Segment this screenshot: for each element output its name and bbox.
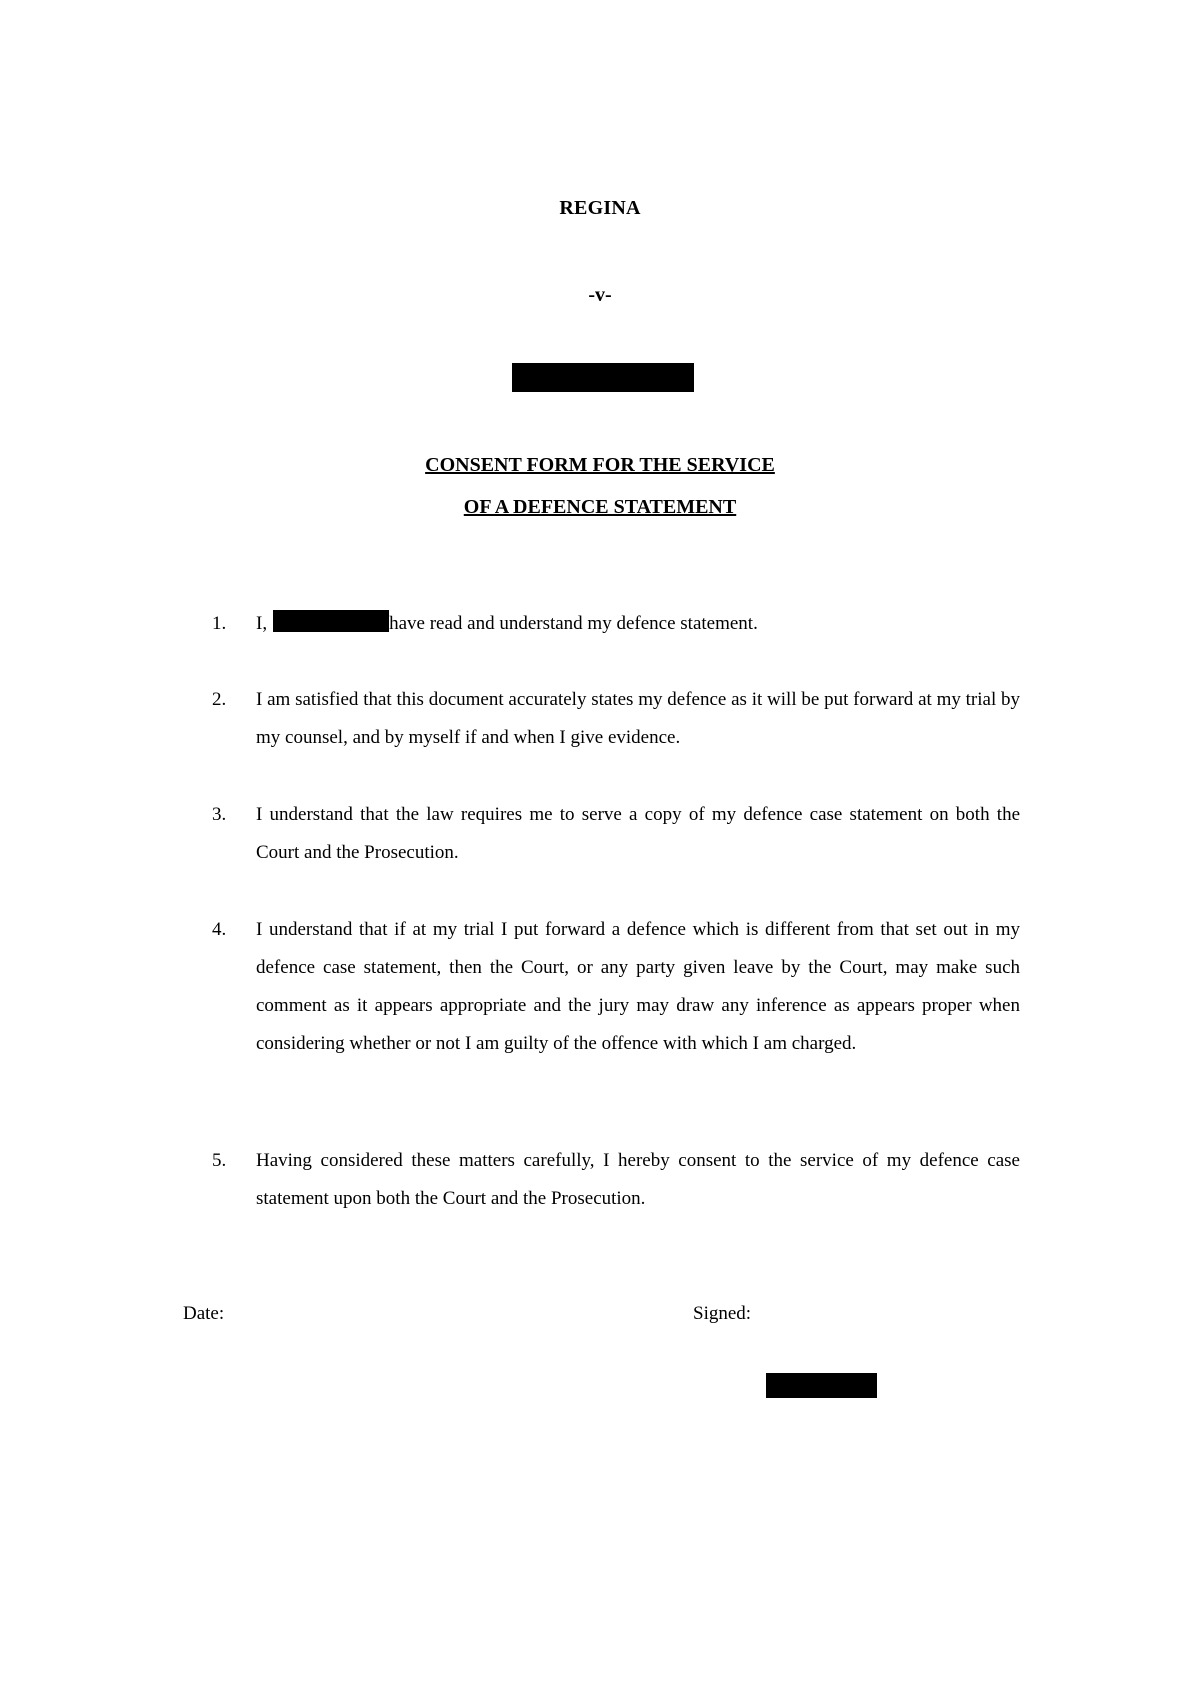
paragraph-4 [212,911,1020,1063]
paragraph-number: 3. [212,804,227,825]
paragraph-number: 4. [212,919,227,940]
case-title: REGINA [559,197,641,219]
paragraph-3 [212,796,1020,872]
paragraph-1 [212,605,1020,643]
form-heading-line2: OF A DEFENCE STATEMENT [463,496,737,518]
paragraph-number: 1. [212,613,227,634]
paragraph-number: 2. [212,689,227,710]
paragraph-text: I understand that the law requires me to serve a copy of my defence case statement on both the Court and the Prosecution. [256,804,1020,863]
paragraph-text: have read and understand my defence statement. [389,613,758,634]
paragraph-5 [212,1142,1020,1218]
paragraph-text: Having considered these matters carefully, I hereby consent to the service of my defence case statement upon both the Court and the Prosecution. [256,1150,1020,1209]
versus-marker: -v- [588,284,612,306]
paragraph-prefix: I, [256,613,268,634]
signature-redaction [766,1373,877,1398]
paragraph-text: I understand that if at my trial I put forward a defence which is different from that set out in my defence case statement, then the Court, or any party given leave by the Court, may make such comment as it appears appropriate and the jury may draw any inference as appears proper when considering whether or not I am guilty of the offence with which I am charged. [256,919,1020,1054]
signed-label: Signed: [693,1303,752,1324]
defendant-name-redaction [512,363,694,392]
paragraph-number: 5. [212,1150,227,1171]
form-heading-line1: CONSENT FORM FOR THE SERVICE [425,454,775,476]
paragraph-2 [212,681,1020,757]
date-label: Date: [183,1303,225,1324]
name-redaction [273,610,389,632]
paragraph-text: I am satisfied that this document accurately states my defence as it will be put forward at my trial by my counsel, and by myself if and when I give evidence. [256,689,1020,748]
paragraph-body [256,605,1020,643]
